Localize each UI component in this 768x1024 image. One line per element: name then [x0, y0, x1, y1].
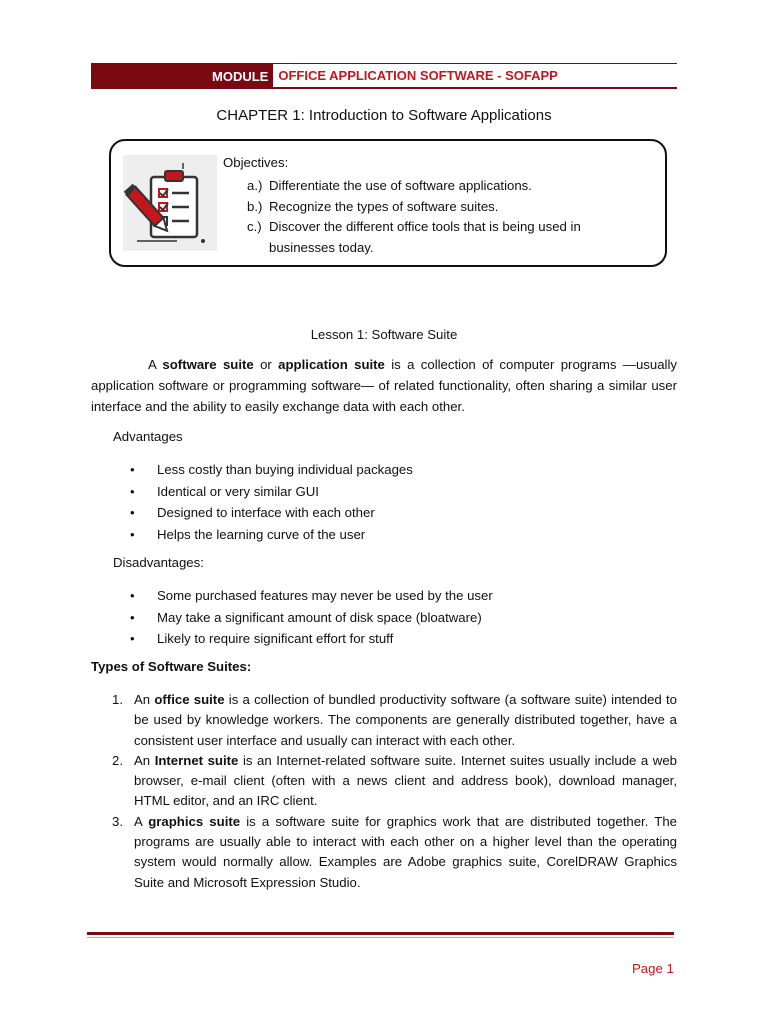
list-item: 2. An Internet suite is an Internet-related software suite. Internet suites usually include a web browser, e-mail client (often with a news client and address book), download manager, HTML editor, and an IRC client.	[112, 752, 677, 809]
module-title: OFFICE APPLICATION SOFTWARE - SOFAPP	[273, 63, 677, 89]
objectives-label: Objectives:	[223, 155, 289, 170]
list-item: 1. An office suite is a collection of bundled productivity software (a software suite) intended to be used by knowledge workers. The components are generally distributed together, have a consistent user interface and usually can interact with each other.	[112, 692, 677, 748]
chapter-title: CHAPTER 1: Introduction to Software Applications	[216, 107, 552, 124]
page-number: Page 1	[632, 961, 674, 976]
list-item: • Likely to require significant effort for stuff	[130, 628, 493, 650]
term-software-suite: software suite	[162, 357, 254, 372]
list-item: • Identical or very similar GUI	[130, 481, 413, 503]
list-item: • Helps the learning curve of the user	[130, 524, 413, 546]
list-item: 3. A graphics suite is a software suite for graphics work that are distributed together. The programs are usually able to interact with each other on a higher level than the operating system would normally allow. Examples are Adobe graphics suite, CorelDRAW Graphics Suite and Microsoft Expression Studio.	[112, 813, 677, 890]
types-heading: Types of Software Suites:	[91, 659, 252, 674]
lesson-title: Lesson 1: Software Suite	[310, 327, 458, 342]
list-item: a.) Differentiate the use of software applications.	[247, 178, 532, 193]
objectives-list	[247, 176, 609, 258]
list-item: • Designed to interface with each other	[130, 502, 413, 524]
module-header-bar	[91, 63, 677, 89]
disadvantages-heading: Disadvantages:	[113, 555, 204, 570]
module-label: MODULE	[207, 63, 273, 89]
footer-divider-thin	[87, 937, 674, 938]
disadvantages-list	[130, 585, 493, 650]
types-list	[112, 690, 677, 893]
footer-divider	[87, 932, 674, 935]
objectives-box	[109, 139, 667, 267]
list-item: b.) Recognize the types of software suites.	[247, 198, 499, 214]
advantages-heading: Advantages	[113, 429, 183, 444]
checklist-clipboard-pencil-icon	[123, 155, 217, 251]
intro-paragraph: A software suite or application suite is a collection of computer programs —usually application software or programming software— of related functionality, often sharing a similar user interface and the ability to easily exchange data with each other.	[91, 357, 677, 414]
list-item: • Less costly than buying individual packages	[130, 459, 413, 481]
term-application-suite: application suite	[278, 357, 385, 372]
module-bar-accent	[91, 63, 207, 89]
list-item: • Some purchased features may never be used by the user	[130, 585, 493, 607]
list-item: c.) Discover the different office tools that is being used in businesses today.	[247, 219, 581, 255]
advantages-list	[130, 459, 413, 545]
list-item: • May take a significant amount of disk space (bloatware)	[130, 607, 493, 629]
